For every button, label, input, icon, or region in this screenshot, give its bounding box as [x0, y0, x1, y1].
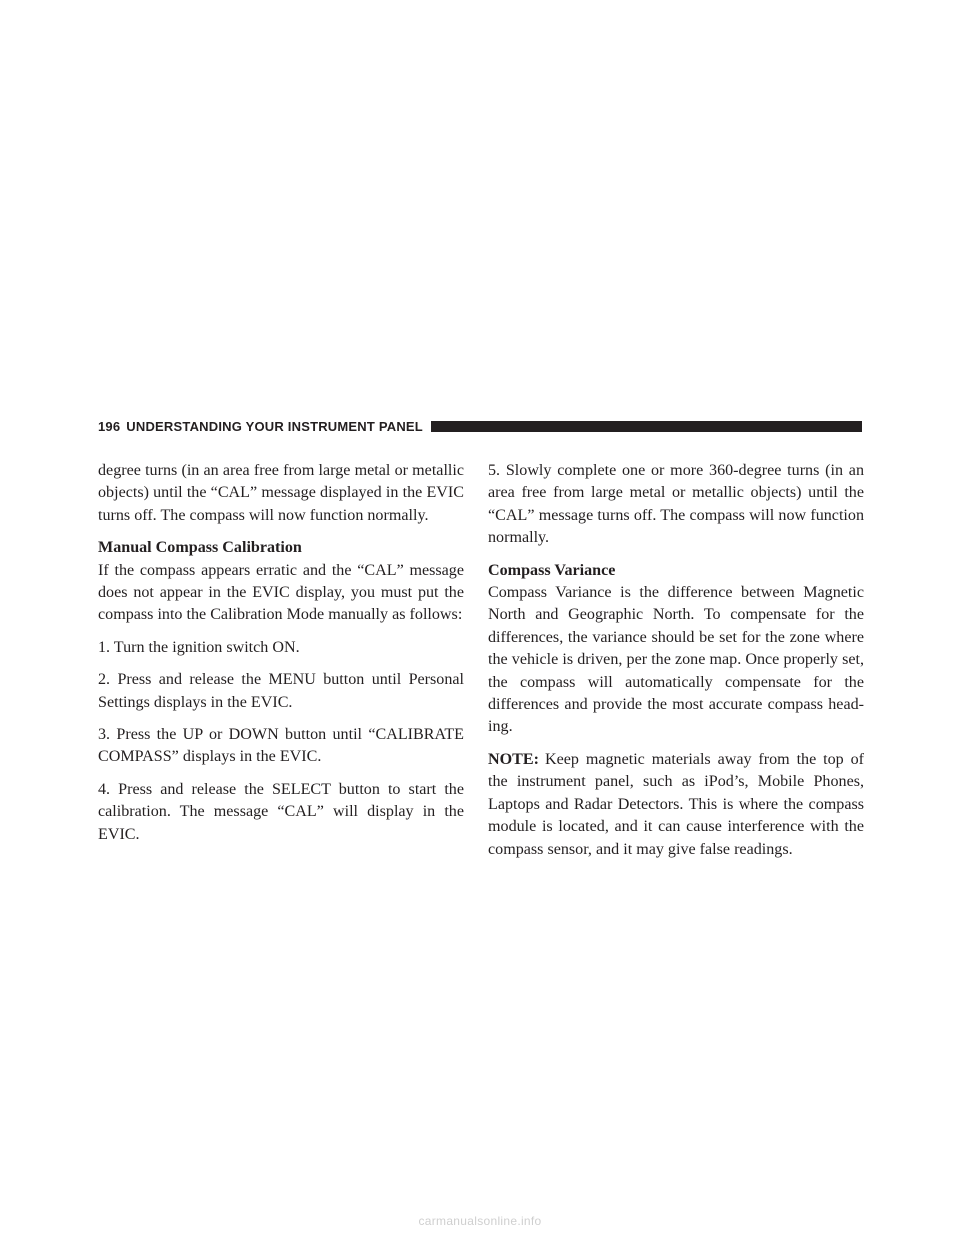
paragraph-variance: Compass Variance is the difference between Magnetic North and Geographic North. To compensate for the differences, the variance should be set for the zone where the vehicle is driven, per the zone map. Once properly set, the compass will automatically compensate for the differences and provide the most accurate compass head-ing.: [488, 584, 864, 736]
left-column: [98, 460, 464, 856]
step-4: 4. Press and release the SELECT button to start the calibration. The message “CAL” will display in the EVIC.: [98, 780, 464, 843]
step-5: 5. Slowly complete one or more 360-degree turns (in an area free from large metal or metallic objects) until the “CAL” message turns off. The compass will now function normally.: [488, 462, 864, 547]
header-rule: [431, 421, 862, 432]
watermark: carmanualsonline.info: [418, 1214, 542, 1228]
page-number: 196: [98, 418, 121, 434]
step-2: 2. Press and release the MENU button until Personal Settings displays in the EVIC.: [98, 671, 464, 711]
note-text: Keep magnetic materials away from the top of the instrument panel, such as iPod’s, Mobile Phones, Laptops and Radar Detectors. This is where the compass module is located, and it can cause interference with the compass sensor, and it may give false readings.: [488, 750, 864, 858]
step-1: 1. Turn the ignition switch ON.: [98, 638, 300, 656]
heading-manual-compass-calibration: Manual Compass Calibration: [98, 539, 302, 557]
section-title: UNDERSTANDING YOUR INSTRUMENT PANEL: [126, 418, 423, 434]
note-paragraph: [488, 749, 864, 861]
heading-compass-variance: Compass Variance: [488, 561, 616, 579]
note-label: NOTE:: [488, 750, 539, 768]
paragraph-manual-intro: If the compass appears erratic and the “CAL” message does not appear in the EVIC display, you must put the compass into the Calibration Mode manually as follows:: [98, 561, 464, 624]
paragraph-continued: degree turns (in an area free from large metal or metallic objects) until the “CAL” message displayed in the EVIC turns off. The compass will now function normally.: [98, 462, 464, 524]
step-3: 3. Press the UP or DOWN button until “CALIBRATE COMPASS” displays in the EVIC.: [98, 726, 464, 766]
page-header: [98, 416, 862, 436]
right-column: [488, 460, 864, 871]
